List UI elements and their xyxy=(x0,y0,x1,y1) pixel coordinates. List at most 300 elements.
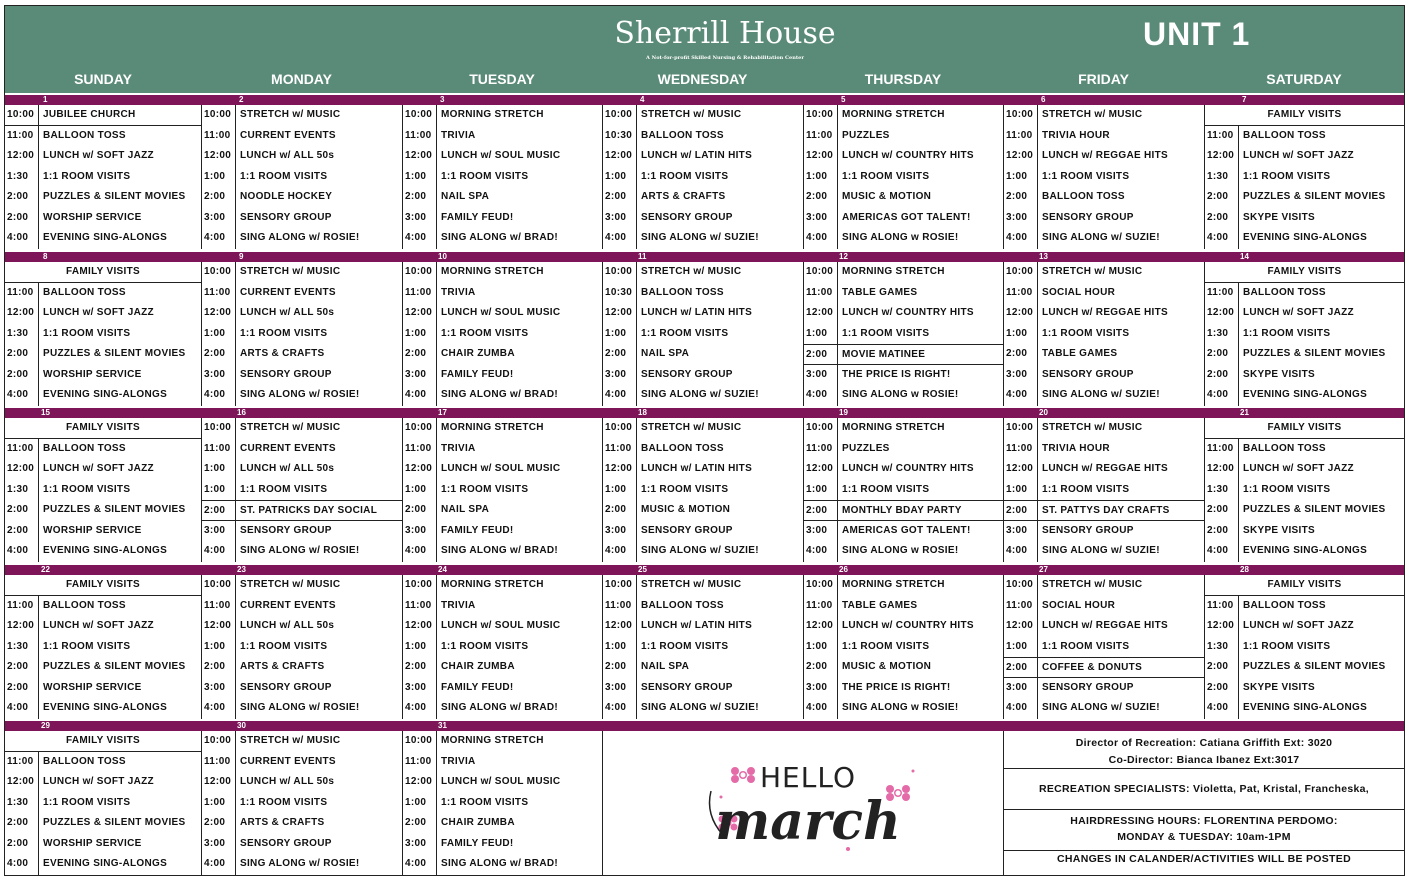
activity-name: PUZZLES xyxy=(842,129,890,141)
activity-name: CHAIR ZUMBA xyxy=(441,661,515,672)
day-cell xyxy=(1003,105,1204,249)
activity-name: MORNING STRETCH xyxy=(441,735,544,746)
calendar xyxy=(4,5,1405,876)
activity-row xyxy=(5,439,201,460)
activity-name: 1:1 ROOM VISITS xyxy=(1243,327,1331,339)
activity-time: 1:30 xyxy=(5,167,39,188)
activity-name: SING ALONG w/ BRAD! xyxy=(441,545,558,556)
activity-name: LUNCH w/ ALL 50s xyxy=(240,620,335,631)
activity-time: 11:00 xyxy=(1205,283,1239,304)
activity-time: 1:30 xyxy=(5,480,39,501)
activity-row xyxy=(202,793,402,814)
activity-row xyxy=(403,698,602,719)
activity-name: SOCIAL HOUR xyxy=(1042,286,1116,298)
activity-time: 3:00 xyxy=(1004,208,1038,229)
activity-name: SENSORY GROUP xyxy=(641,524,733,536)
activity-row xyxy=(804,126,1003,147)
activity-row xyxy=(1004,303,1204,324)
activity-time: 12:00 xyxy=(1004,616,1038,637)
activity-name: BALLOON TOSS xyxy=(1042,191,1125,202)
activity-name: SING ALONG w/ ROSIE! xyxy=(240,858,360,869)
activity-time: 3:00 xyxy=(603,365,637,386)
activity-row xyxy=(804,228,1003,249)
activity-name: STRETCH w/ MUSIC xyxy=(1042,579,1143,590)
activity-time: 3:00 xyxy=(403,678,437,699)
activity-row xyxy=(5,834,201,855)
activity-row xyxy=(5,657,201,678)
activity-row xyxy=(202,596,402,617)
activity-time: 10:00 xyxy=(403,731,437,752)
activity-row xyxy=(202,418,402,439)
activity-time: 4:00 xyxy=(603,385,637,406)
activity-time: 2:00 xyxy=(1205,208,1239,229)
activity-time: 10:00 xyxy=(1004,418,1038,439)
activity-name: 1:1 ROOM VISITS xyxy=(43,170,131,182)
week-bar xyxy=(5,565,1404,575)
activity-time: 2:00 xyxy=(5,813,39,834)
activity-time: 10:00 xyxy=(603,262,637,283)
activity-time: 4:00 xyxy=(5,541,39,562)
activity-name: LUNCH w/ ALL 50s xyxy=(240,307,335,318)
activity-time: 11:00 xyxy=(403,283,437,304)
activity-row xyxy=(403,616,602,637)
day-header-wednesday: WEDNESDAY xyxy=(657,71,748,87)
activity-name: LUNCH w/ ALL 50s xyxy=(240,150,335,161)
activity-row xyxy=(1205,344,1404,365)
day-header-thursday: THURSDAY xyxy=(864,71,942,87)
day-cell xyxy=(803,105,1003,249)
activity-time: 11:00 xyxy=(1004,126,1038,147)
activity-name: PUZZLES & SILENT MOVIES xyxy=(1243,661,1386,672)
activity-name: SENSORY GROUP xyxy=(641,368,733,380)
activity-time: 2:00 xyxy=(202,187,236,208)
activity-time: 12:00 xyxy=(202,303,236,324)
activity-time: 12:00 xyxy=(403,146,437,167)
hello-march-art xyxy=(602,731,1003,875)
activity-name: MOVIE MATINEE xyxy=(842,349,926,360)
activity-time: 3:00 xyxy=(1004,521,1038,542)
activity-name: SENSORY GROUP xyxy=(240,681,332,693)
activity-row xyxy=(804,637,1003,658)
activity-time: 10:00 xyxy=(603,418,637,439)
activity-time: 3:00 xyxy=(1004,365,1038,386)
activity-row xyxy=(202,187,402,208)
activity-row xyxy=(403,731,602,752)
activity-row xyxy=(403,439,602,460)
activity-name: EVENING SING-ALONGS xyxy=(1243,702,1368,713)
activity-time: 12:00 xyxy=(5,772,39,793)
activity-time: 10:00 xyxy=(403,418,437,439)
activity-row xyxy=(804,596,1003,617)
activity-name: 1:1 ROOM VISITS xyxy=(240,483,328,495)
activity-time: 3:00 xyxy=(804,208,838,229)
activity-name: CHAIR ZUMBA xyxy=(441,348,515,359)
activity-name: LUNCH w/ SOUL MUSIC xyxy=(441,307,561,318)
activity-name: SENSORY GROUP xyxy=(1042,368,1134,380)
day-cell xyxy=(402,731,602,875)
activity-row xyxy=(5,344,201,365)
activity-row xyxy=(1205,365,1404,386)
activity-row xyxy=(403,126,602,147)
activity-name: LUNCH w/ SOFT JAZZ xyxy=(1243,150,1354,161)
activity-time: 1:00 xyxy=(1004,637,1038,658)
activity-row xyxy=(804,616,1003,637)
activity-name: FAMILY VISITS xyxy=(66,579,140,590)
activity-time: 2:00 xyxy=(5,834,39,855)
activity-time: 11:00 xyxy=(804,126,838,147)
activity-name: 1:1 ROOM VISITS xyxy=(441,170,529,182)
activity-row xyxy=(1004,283,1204,304)
activity-time: 11:00 xyxy=(202,283,236,304)
activity-name: STRETCH w/ MUSIC xyxy=(641,109,742,120)
activity-name: LUNCH w/ SOFT JAZZ xyxy=(43,620,154,631)
activity-row xyxy=(202,208,402,229)
activity-row xyxy=(403,793,602,814)
activity-row xyxy=(603,344,803,365)
activity-name: PUZZLES & SILENT MOVIES xyxy=(1243,504,1386,515)
activity-row xyxy=(403,521,602,542)
day-cell xyxy=(5,262,201,406)
activity-name: TRIVIA HOUR xyxy=(1042,442,1110,454)
activity-name: PUZZLES & SILENT MOVIES xyxy=(1243,191,1386,202)
activity-name: MUSIC & MOTION xyxy=(842,661,932,672)
activity-time: 4:00 xyxy=(5,385,39,406)
activity-name: SING ALONG w/ SUZIE! xyxy=(641,389,759,400)
activity-row xyxy=(202,126,402,147)
activity-name: SING ALONG w/ BRAD! xyxy=(441,858,558,869)
day-header-tuesday: TUESDAY xyxy=(469,71,535,87)
activity-time: 1:00 xyxy=(202,459,236,480)
activity-row xyxy=(5,459,201,480)
activity-time: 2:00 xyxy=(804,345,838,364)
activity-time: 1:00 xyxy=(202,167,236,188)
activity-time: 2:00 xyxy=(804,657,838,678)
day-number: 18 xyxy=(638,408,647,417)
activity-name: EVENING SING-ALONGS xyxy=(43,858,168,869)
activity-time: 3:00 xyxy=(202,834,236,855)
activity-name: FAMILY FEUD! xyxy=(441,681,514,693)
activity-name: SENSORY GROUP xyxy=(240,368,332,380)
activity-name: THE PRICE IS RIGHT! xyxy=(842,681,951,693)
day-cell xyxy=(5,105,201,249)
activity-name: WORSHIP SERVICE xyxy=(43,211,142,223)
activity-row xyxy=(603,105,803,126)
activity-name: BALLOON TOSS xyxy=(641,599,724,611)
activity-name: LUNCH w/ REGGAE HITS xyxy=(1042,150,1169,161)
activity-time: 4:00 xyxy=(1004,228,1038,249)
activity-time: 12:00 xyxy=(5,459,39,480)
activity-name: BALLOON TOSS xyxy=(43,755,126,767)
activity-name: LUNCH w/ SOFT JAZZ xyxy=(1243,307,1354,318)
activity-row xyxy=(202,575,402,596)
activity-time: 12:00 xyxy=(603,459,637,480)
activity-time: 3:00 xyxy=(1004,678,1038,699)
march-text: march xyxy=(715,791,901,852)
activity-row xyxy=(603,303,803,324)
activity-row xyxy=(403,146,602,167)
unit-label: UNIT 1 xyxy=(1143,16,1251,52)
activity-time: 1:00 xyxy=(1004,480,1038,501)
activity-row xyxy=(804,187,1003,208)
hairdressing-line: HAIRDRESSING HOURS: FLORENTINA PERDOMO: xyxy=(1070,815,1338,827)
activity-row xyxy=(804,698,1003,719)
activity-name: MORNING STRETCH xyxy=(441,109,544,120)
activity-row xyxy=(804,262,1003,283)
activity-time: 12:00 xyxy=(1004,459,1038,480)
activity-name: MORNING STRETCH xyxy=(842,422,945,433)
activity-row xyxy=(603,365,803,386)
activity-name: SING ALONG w/ ROSIE! xyxy=(240,389,360,400)
activity-name: LUNCH w/ SOUL MUSIC xyxy=(441,463,561,474)
activity-name: PUZZLES & SILENT MOVIES xyxy=(43,348,186,359)
activity-row xyxy=(1004,105,1204,126)
activity-time: 12:00 xyxy=(403,616,437,637)
activity-name: SENSORY GROUP xyxy=(240,524,332,536)
activity-name: STRETCH w/ MUSIC xyxy=(641,422,742,433)
activity-time: 4:00 xyxy=(804,698,838,719)
activity-name: 1:1 ROOM VISITS xyxy=(43,483,131,495)
activity-name: ARTS & CRAFTS xyxy=(240,817,325,828)
activity-row xyxy=(5,541,201,562)
activity-name: FAMILY VISITS xyxy=(66,422,140,433)
activity-time: 11:00 xyxy=(202,596,236,617)
activity-row xyxy=(603,418,803,439)
activity-time: 2:00 xyxy=(1205,187,1239,208)
hello-march-graphic xyxy=(603,731,1003,876)
activity-row xyxy=(403,772,602,793)
activity-row xyxy=(202,105,402,126)
activity-time: 11:00 xyxy=(603,596,637,617)
activity-time: 10:00 xyxy=(202,262,236,283)
activity-row xyxy=(804,500,1003,521)
activity-name: JUBILEE CHURCH xyxy=(43,109,136,120)
activity-time: 2:00 xyxy=(1205,657,1239,678)
activity-row xyxy=(403,678,602,699)
activity-row xyxy=(1004,418,1204,439)
activity-time: 10:00 xyxy=(403,262,437,283)
activity-time: 3:00 xyxy=(202,208,236,229)
activity-name: LUNCH w/ SOFT JAZZ xyxy=(1243,463,1354,474)
activity-time: 4:00 xyxy=(403,385,437,406)
activity-time: 12:00 xyxy=(5,146,39,167)
activity-row xyxy=(603,480,803,501)
activity-row xyxy=(403,365,602,386)
activity-row xyxy=(5,752,201,773)
activity-time: 1:00 xyxy=(403,637,437,658)
activity-row xyxy=(403,596,602,617)
activity-time: 11:00 xyxy=(202,439,236,460)
activity-time: 12:00 xyxy=(202,772,236,793)
activity-time: 1:00 xyxy=(603,637,637,658)
activity-row xyxy=(1205,637,1404,658)
activity-row xyxy=(603,616,803,637)
activity-time: 12:00 xyxy=(1004,146,1038,167)
activity-time: 4:00 xyxy=(1205,698,1239,719)
activity-name: CHAIR ZUMBA xyxy=(441,817,515,828)
activity-time: 2:00 xyxy=(403,813,437,834)
activity-name: LUNCH w/ COUNTRY HITS xyxy=(842,620,974,631)
activity-row xyxy=(804,208,1003,229)
activity-name: 1:1 ROOM VISITS xyxy=(1042,483,1130,495)
specialists-line: RECREATION SPECIALISTS: Violetta, Pat, Kristal, Francheska, xyxy=(1038,783,1370,795)
activity-row xyxy=(804,167,1003,188)
activity-time: 4:00 xyxy=(403,228,437,249)
activity-name: LUNCH w/ COUNTRY HITS xyxy=(842,150,974,161)
activity-time: 10:00 xyxy=(1004,262,1038,283)
activity-name: NAIL SPA xyxy=(641,661,690,672)
activity-name: FAMILY FEUD! xyxy=(441,211,514,223)
activity-row xyxy=(202,324,402,345)
family-visits-row xyxy=(1205,105,1404,126)
family-visits-row xyxy=(1205,575,1404,596)
activity-row xyxy=(1004,167,1204,188)
activity-name: 1:1 ROOM VISITS xyxy=(1042,170,1130,182)
activity-row xyxy=(5,480,201,501)
activity-row xyxy=(1004,208,1204,229)
activity-time: 11:00 xyxy=(5,283,39,304)
activity-row xyxy=(202,365,402,386)
activity-time: 11:00 xyxy=(1205,596,1239,617)
activity-name: SING ALONG w/ SUZIE! xyxy=(1042,702,1160,713)
activity-name: SING ALONG w/ ROSIE! xyxy=(240,232,360,243)
activity-row xyxy=(1205,187,1404,208)
activity-time: 4:00 xyxy=(804,228,838,249)
activity-time: 2:00 xyxy=(5,657,39,678)
activity-name: SKYPE VISITS xyxy=(1243,368,1315,380)
activity-row xyxy=(1004,262,1204,283)
activity-time: 3:00 xyxy=(603,208,637,229)
activity-row xyxy=(403,541,602,562)
activity-name: LUNCH w/ LATIN HITS xyxy=(641,150,753,161)
activity-row xyxy=(202,616,402,637)
activity-name: STRETCH w/ MUSIC xyxy=(240,109,341,120)
activity-name: STRETCH w/ MUSIC xyxy=(240,579,341,590)
day-number: 22 xyxy=(41,565,50,574)
activity-time: 3:00 xyxy=(603,521,637,542)
activity-time: 3:00 xyxy=(804,365,838,386)
activity-name: PUZZLES xyxy=(842,442,890,454)
activity-name: 1:1 ROOM VISITS xyxy=(641,640,729,652)
activity-name: LUNCH w/ SOUL MUSIC xyxy=(441,620,561,631)
day-number: 23 xyxy=(237,565,246,574)
activity-time: 11:00 xyxy=(5,126,39,147)
activity-name: THE PRICE IS RIGHT! xyxy=(842,368,951,380)
activity-name: MUSIC & MOTION xyxy=(842,191,932,202)
activity-time: 1:00 xyxy=(603,167,637,188)
activity-row xyxy=(5,167,201,188)
activity-time: 11:00 xyxy=(804,283,838,304)
activity-name: 1:1 ROOM VISITS xyxy=(842,483,930,495)
activity-row xyxy=(1004,365,1204,386)
activity-row xyxy=(202,541,402,562)
activity-name: 1:1 ROOM VISITS xyxy=(1243,483,1331,495)
activity-row xyxy=(1205,480,1404,501)
activity-name: LUNCH w/ LATIN HITS xyxy=(641,620,753,631)
activity-row xyxy=(403,752,602,773)
activity-name: ARTS & CRAFTS xyxy=(240,348,325,359)
activity-name: 1:1 ROOM VISITS xyxy=(441,796,529,808)
activity-name: LUNCH w/ SOFT JAZZ xyxy=(43,463,154,474)
activity-row xyxy=(202,146,402,167)
day-cell xyxy=(5,731,201,875)
day-cell xyxy=(402,575,602,719)
activity-row xyxy=(202,228,402,249)
activity-time: 10:00 xyxy=(603,575,637,596)
activity-name: TRIVIA xyxy=(441,599,476,611)
activity-row xyxy=(202,854,402,875)
activity-name: STRETCH w/ MUSIC xyxy=(240,266,341,277)
activity-row xyxy=(603,283,803,304)
activity-name: LUNCH w/ SOFT JAZZ xyxy=(1243,620,1354,631)
activity-name: FAMILY VISITS xyxy=(1267,109,1342,120)
activity-name: PUZZLES & SILENT MOVIES xyxy=(43,661,186,672)
activity-row xyxy=(5,521,201,542)
activity-time: 11:00 xyxy=(1205,439,1239,460)
activity-row xyxy=(403,834,602,855)
day-cell xyxy=(201,575,402,719)
activity-time: 2:00 xyxy=(1004,501,1038,520)
activity-row xyxy=(5,616,201,637)
day-cell xyxy=(1204,418,1404,562)
activity-row xyxy=(5,187,201,208)
activity-name: TABLE GAMES xyxy=(842,599,918,611)
activity-name: AMERICAS GOT TALENT! xyxy=(842,524,971,536)
activity-name: SING ALONG w/ ROSIE! xyxy=(240,702,360,713)
day-number: 2 xyxy=(239,95,244,104)
activity-row xyxy=(1004,596,1204,617)
activity-row xyxy=(1004,344,1204,365)
family-visits-row xyxy=(5,262,201,283)
facility-title: Sherrill House xyxy=(614,16,836,51)
day-cell xyxy=(1204,575,1404,719)
activity-row xyxy=(1004,678,1204,699)
day-number: 26 xyxy=(839,565,848,574)
week-bar xyxy=(5,95,1404,105)
activity-name: MORNING STRETCH xyxy=(441,422,544,433)
day-header-monday: MONDAY xyxy=(271,71,332,87)
activity-row xyxy=(403,105,602,126)
activity-time: 11:00 xyxy=(1004,439,1038,460)
activity-row xyxy=(603,459,803,480)
activity-time: 4:00 xyxy=(5,228,39,249)
activity-row xyxy=(804,541,1003,562)
activity-name: MONTHLY BDAY PARTY xyxy=(842,505,962,516)
activity-name: BALLOON TOSS xyxy=(641,286,724,298)
family-visits-row xyxy=(5,575,201,596)
activity-row xyxy=(1205,324,1404,345)
activity-name: STRETCH w/ MUSIC xyxy=(1042,422,1143,433)
activity-time: 11:00 xyxy=(403,752,437,773)
activity-time: 2:00 xyxy=(804,501,838,520)
activity-row xyxy=(403,480,602,501)
activity-row xyxy=(5,813,201,834)
day-cell xyxy=(1204,105,1404,249)
activity-row xyxy=(804,344,1003,365)
activity-time: 12:00 xyxy=(804,459,838,480)
activity-time: 11:00 xyxy=(5,439,39,460)
activity-name: 1:1 ROOM VISITS xyxy=(641,483,729,495)
activity-row xyxy=(1004,637,1204,658)
activity-time: 1:30 xyxy=(5,793,39,814)
activity-name: SENSORY GROUP xyxy=(240,211,332,223)
activity-time: 1:00 xyxy=(202,480,236,501)
activity-name: CURRENT EVENTS xyxy=(240,286,336,298)
activity-row xyxy=(1004,187,1204,208)
activity-name: SENSORY GROUP xyxy=(641,681,733,693)
activity-row xyxy=(1205,439,1404,460)
activity-row xyxy=(1205,616,1404,637)
activity-name: 1:1 ROOM VISITS xyxy=(240,170,328,182)
